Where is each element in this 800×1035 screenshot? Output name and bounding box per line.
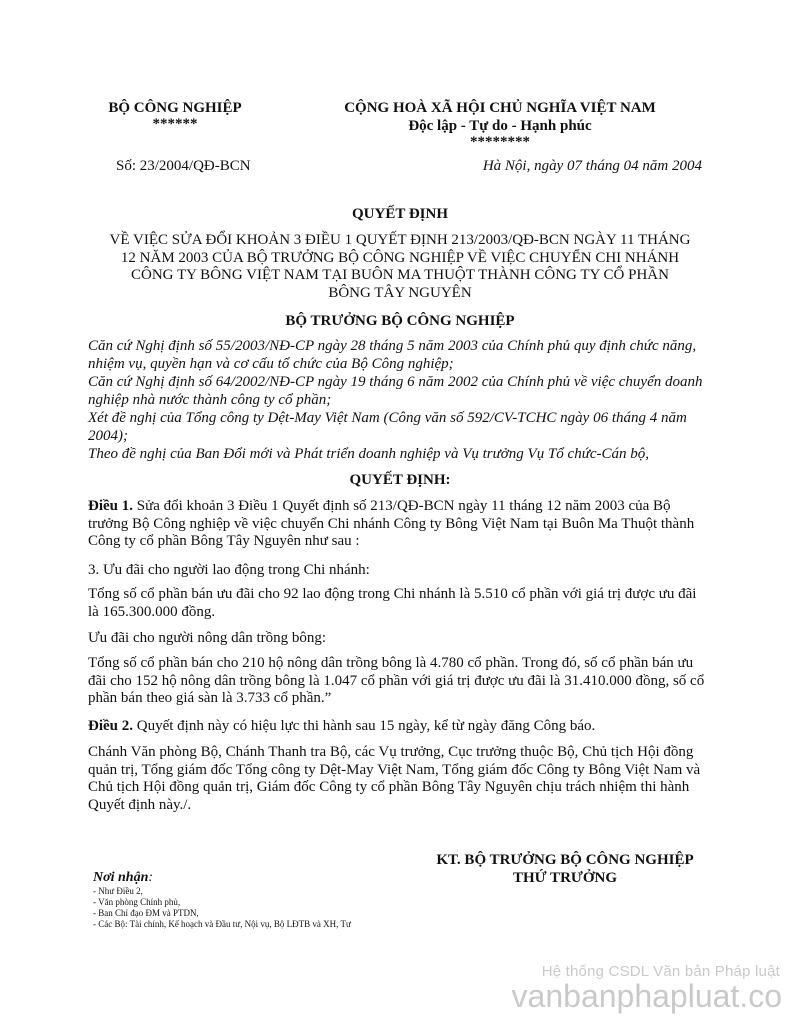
ministry-stars: ****** [152,116,198,132]
document-number: Số: 23/2004/QĐ-BCN [116,158,251,174]
recipients-list [93,886,351,930]
preamble-item: Xét đề nghị của Tổng công ty Dệt-May Việt Nam (Công văn số 592/CV-TCHC ngày 06 tháng 4 năm 2004); [88,410,687,444]
preamble-item: Theo đề nghị của Ban Đổi mới và Phát triển doanh nghiệp và Vụ trưởng Vụ Tổ chức-Cán bộ, [88,446,650,462]
paragraph: Tổng số cổ phần bán cho 210 hộ nông dân trồng bông là 4.780 cổ phần. Trong đó, số cổ phần bán ưu đãi cho 152 hộ nông dân trồng bông là 1.047 cổ phần với giá trị được ưu đãi là 31.410.000 đồng, số cổ phần bán theo giá sàn là 3.733 cổ phần.” [88,655,705,706]
signature-position: THỨ TRƯỞNG [512,870,618,886]
recipient-item: - Ban Chỉ đạo ĐM và PTDN, [93,908,199,918]
paragraph: Chánh Văn phòng Bộ, Chánh Thanh tra Bộ, các Vụ trưởng, Cục trưởng thuộc Bộ, Chủ tịch Hội đồng quản trị, Tổng giám đốc Tổng công ty Dệt-May Việt Nam, Tổng giám đốc Công ty Bông Việt Nam và Chủ tịch Hội đồng quản trị, Giám đốc Công ty cổ phần Bông Tây Nguyên chịu trách nhiệm thi hành Quyết định này./. [88,744,701,813]
motto-stars: ******** [470,134,530,150]
article-2-text: Quyết định này có hiệu lực thi hành sau 15 ngày, kể từ ngày đăng Công báo. [133,718,596,734]
recipient-item: - Các Bộ: Tài chính, Kế hoạch và Đầu tư, Nội vụ, Bộ LĐTB và XH, Tư [93,919,351,929]
article-1-text: Sửa đổi khoản 3 Điều 1 Quyết định số 213/QĐ-BCN ngày 11 tháng 12 năm 2003 của Bộ trưởng Bộ Công nghiệp về việc chuyển Chi nhánh Công ty Bông Việt Nam tại Buôn Ma Thuột thành Công ty cổ phần Bông Tây Nguyên như sau : [88,498,695,549]
country-name: CỘNG HOÀ XÃ HỘI CHỦ NGHĨA VIỆT NAM [344,100,656,116]
decision-heading: QUYẾT ĐỊNH: [349,472,451,488]
recipients-colon: : [148,870,154,885]
paragraph: Ưu đãi cho người nông dân trồng bông: [88,630,327,646]
article-1-label: Điều 1. [88,498,133,514]
subject-line: VỀ VIỆC SỬA ĐỔI KHOẢN 3 ĐIỀU 1 QUYẾT ĐỊNH 213/2003/QĐ-BCN NGÀY 11 THÁNG [109,232,691,248]
motto: Độc lập - Tự do - Hạnh phúc [408,118,592,134]
subject-line: BÔNG TÂY NGUYÊN [328,284,472,301]
issuing-authority: BỘ TRƯỞNG BỘ CÔNG NGHIỆP [285,313,515,329]
preamble-item: Căn cứ Nghị định số 64/2002/NĐ-CP ngày 19 tháng 6 năm 2002 của Chính phủ về việc chuyển doanh nghiệp nhà nước thành công ty cổ phần; [88,374,703,408]
signature-title: KT. BỘ TRƯỞNG BỘ CÔNG NGHIỆP [436,852,694,868]
paragraph: Tổng số cổ phần bán ưu đãi cho 92 lao động trong Chi nhánh là 5.510 cổ phần với giá trị được ưu đãi là 165.300.000 đồng. [88,586,697,620]
recipients-label-text: Nơi nhận [93,870,149,885]
watermark-caption: Hệ thống CSDL Văn bản Pháp luật [541,963,780,980]
subject-line: CÔNG TY BÔNG VIỆT NAM TẠI BUÔN MA THUỘT THÀNH CÔNG TY CỔ PHẦN [131,267,669,283]
paragraph: 3. Ưu đãi cho người lao động trong Chi nhánh: [88,562,370,578]
ministry-name: BỘ CÔNG NGHIỆP [108,100,242,116]
recipient-item: - Văn phòng Chính phủ, [93,897,181,907]
document-heading: QUYẾT ĐỊNH [352,206,448,222]
article-2 [88,718,708,736]
recipients-label [93,870,153,886]
recipient-item: - Như Điều 2, [93,886,143,896]
document-subject [60,232,740,302]
watermark-site: vanbanphapluat.co [511,978,782,1014]
place-date: Hà Nội, ngày 07 tháng 04 năm 2004 [482,158,702,174]
subject-line: 12 NĂM 2003 CỦA BỘ TRƯỞNG BỘ CÔNG NGHIỆP VỀ VIỆC CHUYỂN CHI NHÁNH [120,249,680,266]
article-2-label: Điều 2. [88,718,133,734]
article-1 [88,498,708,551]
preamble-item: Căn cứ Nghị định số 55/2003/NĐ-CP ngày 28 tháng 5 năm 2003 của Chính phủ quy định chức năng, nhiệm vụ, quyền hạn và cơ cấu tổ chức của Bộ Công nghiệp; [88,338,697,372]
